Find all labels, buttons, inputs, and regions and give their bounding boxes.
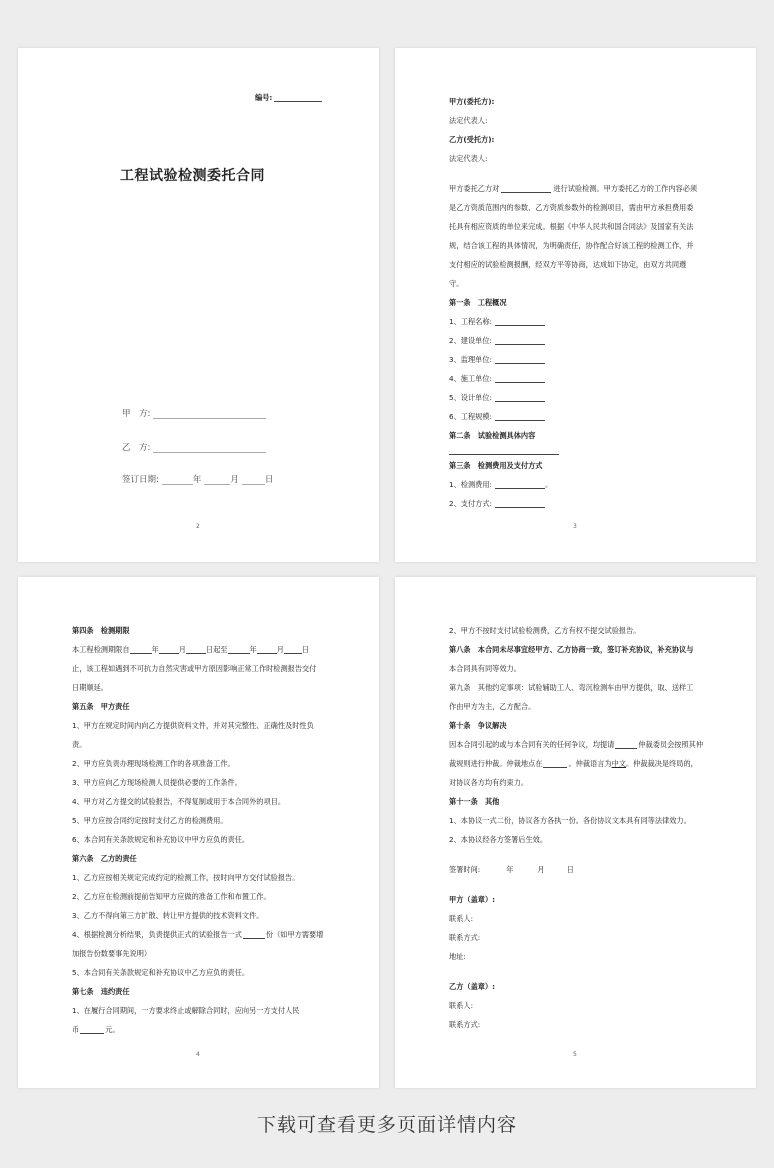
list-item: 1、乙方应按相关规定完成约定的检测工作，按时向甲方交付试验报告。 — [72, 873, 300, 882]
paragraph-line: 本合同具有同等效力。 — [449, 664, 521, 673]
list-item: 6、本合同有关条款规定和补充协议中甲方应负的责任。 — [72, 835, 250, 844]
party-a-address: 地址: — [449, 952, 466, 961]
list-item: 1、工程名称: — [449, 317, 545, 326]
party-b-seal-heading: 乙方（盖章）: — [449, 982, 495, 991]
party-b-signature-field — [122, 441, 266, 453]
contract-number-field — [255, 93, 322, 102]
party-b-blank — [153, 443, 266, 453]
article-heading: 第一条 工程概况 — [449, 298, 507, 307]
article-heading: 第六条 乙方的责任 — [72, 854, 137, 863]
paragraph-line: 止，该工程如遇到不可抗力自然灾害或甲方原因影响正常工作时检测报告交付 — [72, 664, 317, 673]
party-b-contact: 联系人: — [449, 1001, 473, 1010]
party-a-blank — [153, 409, 266, 419]
paragraph-line: 是乙方资质范围内的参数、乙方资质参数外的检测项目，需由甲方承担费用委 — [449, 203, 694, 212]
list-item: 1、本协议一式二份，协议各方各执一份。各份协议文本具有同等法律效力。 — [449, 816, 691, 825]
article-heading: 第三条 检测费用及支付方式 — [449, 461, 543, 470]
document-page-5 — [395, 577, 756, 1088]
list-item: 币 元。 — [72, 1025, 120, 1034]
document-page-3 — [395, 48, 756, 562]
paragraph-line: 托具有相应资质的单位来完成。根据《中华人民共和国合同法》及国家有关法 — [449, 222, 694, 231]
paragraph-line: 对协议各方均有约束力。 — [449, 778, 529, 787]
paragraph-line: 本工程检测期限自 年 月 日起至 年 月 日 — [72, 645, 310, 654]
document-page-4 — [18, 577, 379, 1088]
list-item: 责。 — [72, 740, 87, 749]
list-item: 2、甲方不按时支付试验检测费，乙方有权不提交试验报告。 — [449, 626, 641, 635]
party-a-seal-heading: 甲方（盖章）: — [449, 895, 495, 904]
article-heading: 第二条 试验检测具体内容 — [449, 431, 536, 440]
party-b-phone: 联系方式: — [449, 1020, 481, 1029]
list-item: 3、乙方不得向第三方扩散、转让甲方提供的技术资料文件。 — [72, 911, 264, 920]
document-page-2 — [18, 48, 379, 562]
list-item: 4、甲方对乙方提交的试验报告，不得复制或用于本合同外的项目。 — [72, 797, 286, 806]
party-a-heading: 甲方(委托方): — [449, 97, 495, 106]
page-number: 2 — [196, 523, 200, 530]
list-item: 5、设计单位: — [449, 393, 545, 402]
list-item: 5、本合同有关条款规定和补充协议中乙方应负的责任。 — [72, 968, 250, 977]
page-number: 3 — [573, 523, 577, 530]
list-item: 2、乙方应在检测前提前告知甲方应做的准备工作和布置工作。 — [72, 892, 271, 901]
list-item: 3、甲方应向乙方现场检测人员提供必要的工作条件。 — [72, 778, 242, 787]
list-item: 2、甲方应负责办理现场检测工作的各项准备工作。 — [72, 759, 235, 768]
list-item: 2、建设单位: — [449, 336, 545, 345]
list-item: 4、根据检测分析结果，负责提供正式的试验报告一式 份（如甲方需要增 — [72, 930, 324, 939]
list-item: 加报告份数要事先说明） — [72, 949, 152, 958]
sign-date-label: 签订日期: — [122, 475, 159, 485]
list-item: 6、工程规模: — [449, 412, 545, 421]
paragraph-line: 裁规则进行仲裁。仲裁地点在 。仲裁语言为中文。仲裁裁决是终局的， — [449, 759, 698, 768]
content-blank — [449, 446, 559, 455]
list-item: 1、甲方在规定时间内向乙方提供资料文件，并对其完整性、正确性及时性负 — [72, 721, 314, 730]
article-heading: 第十条 争议解决 — [449, 721, 507, 730]
article-paragraph: 第八条 本合同未尽事宜经甲方、乙方协商一致，签订补充协议，补充协议与 — [449, 645, 694, 654]
list-item: 4、施工单位: — [449, 374, 545, 383]
list-item: 3、监理单位: — [449, 355, 545, 364]
list-item: 2、支付方式: — [449, 499, 545, 508]
list-item: 1、在履行合同期间，一方要求终止或解除合同时，应向另一方支付人民 — [72, 1006, 300, 1015]
paragraph-line: 守。 — [449, 279, 464, 288]
article-heading: 第五条 甲方责任 — [72, 702, 130, 711]
paragraph-line: 规，结合该工程的具体情况，为明确责任，协作配合好该工程的检测工作，并 — [449, 241, 694, 250]
party-a-contact: 联系人: — [449, 914, 473, 923]
article-paragraph: 第九条 其他约定事项：试验辅助工人、弯沉检测车由甲方提供，取、送样工 — [449, 683, 694, 692]
party-a-signature-field — [122, 407, 266, 419]
contract-number-label: 编号: — [255, 93, 273, 102]
page-title: 工程试验检测委托合同 — [120, 168, 265, 184]
article-heading: 第四条 检测期限 — [72, 626, 130, 635]
article-heading: 第十一条 其他 — [449, 797, 500, 806]
party-b-label: 乙 方: — [122, 443, 151, 453]
signing-time-field: 签署时间: 年 月 日 — [449, 865, 574, 874]
party-a-representative: 法定代表人: — [449, 116, 488, 125]
party-b-representative: 法定代表人: — [449, 154, 488, 163]
party-b-heading: 乙方(受托方): — [449, 135, 495, 144]
download-more-footer[interactable]: 下载可查看更多页面详情内容 — [256, 1114, 517, 1136]
contract-number-blank — [274, 93, 322, 102]
sign-date-field: 签订日期: 年 月 日 — [122, 475, 274, 485]
paragraph-line: 支付相应的试验检测报酬，经双方平等协商，达成如下协定，由双方共同遵 — [449, 260, 687, 269]
list-item: 5、甲方应按合同约定按时支付乙方的检测费用。 — [72, 816, 228, 825]
page-number: 4 — [196, 1051, 200, 1058]
list-item: 1、检测费用: 。 — [449, 480, 553, 489]
paragraph-line: 作由甲方为主，乙方配合。 — [449, 702, 536, 711]
paragraph-line: 甲方委托乙方对 进行试验检测。甲方委托乙方的工作内容必须 — [449, 184, 698, 193]
article-heading: 第七条 违约责任 — [72, 987, 130, 996]
list-item: 2、本协议经各方签署后生效。 — [449, 835, 548, 844]
party-a-label: 甲 方: — [122, 409, 151, 419]
party-a-phone: 联系方式: — [449, 933, 481, 942]
page-number: 5 — [573, 1051, 577, 1058]
paragraph-line: 因本合同引起的或与本合同有关的任何争议，均提请 仲裁委员会按照其仲 — [449, 740, 704, 749]
paragraph-line: 日期顺延。 — [72, 683, 108, 692]
